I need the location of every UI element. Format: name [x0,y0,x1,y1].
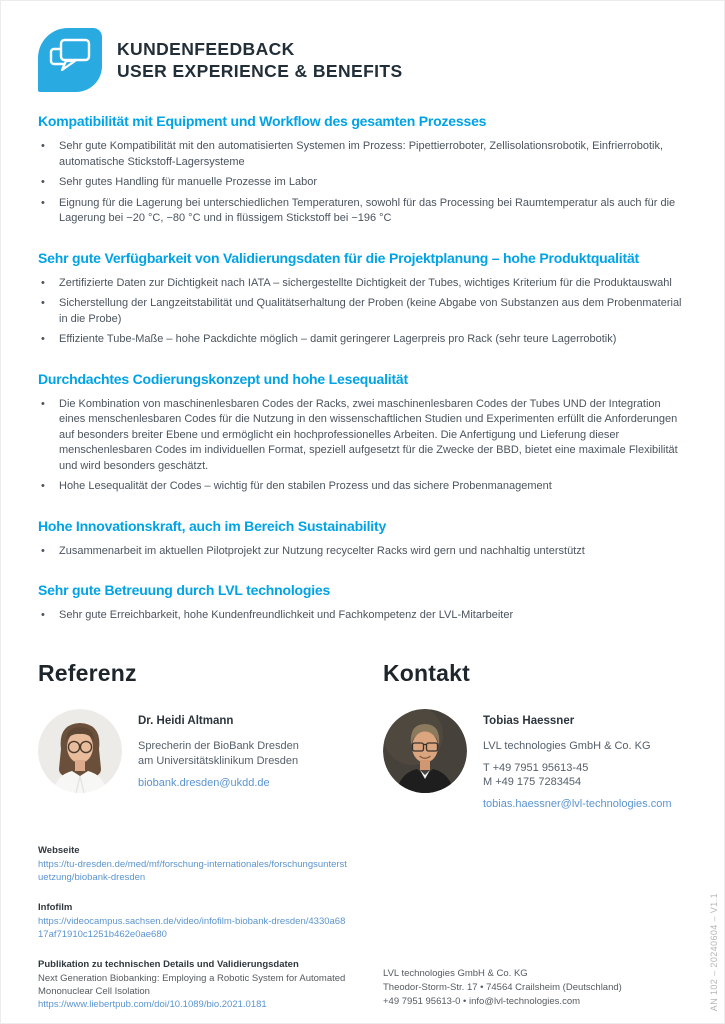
bullet-item: • Effiziente Tube-Maße – hohe Packdichte möglich – damit geringerer Lagerpreis pro Rack (sehr teure Lagerrobotik) [38,332,687,348]
webseite-link[interactable]: https://tu-dresden.de/med/mf/forschung-internationales/forschungsunterstuetzung/biobank-dresden [38,858,347,883]
topic-kompatibilitaet [38,112,687,227]
bullet-item: • Zusammenarbeit im aktuellen Pilotprojekt zur Nutzung recycelter Racks wird gern und nachhaltig unterstützt [38,544,687,560]
referenz-email-link[interactable]: biobank.dresden@ukdd.de [138,776,270,789]
kontakt-email-link[interactable]: tobias.haessner@lvl-technologies.com [483,797,672,810]
company-address: Theodor-Storm-Str. 17 • 74564 Crailsheim (Deutschland) [383,981,622,993]
topic-betreuung [38,581,687,624]
infofilm-label: Infofilm [38,901,73,913]
publikation-label: Publikation zu technischen Details und Validierungsdaten [38,958,299,970]
bullet-item: • Sicherstellung der Langzeitstabilität und Qualitätserhaltung der Proben (keine Abgabe von Substanzen aus dem Probenmaterial in die Probe) [38,296,687,327]
section-heading: Kompatibilität mit Equipment und Workflow des gesamten Prozesses [38,113,487,129]
people-row [38,660,687,812]
kontakt-heading: Kontakt [383,659,471,686]
bullet-item: • Zertifizierte Daten zur Dichtigkeit nach IATA – sichergestellte Dichtigkeit der Tubes, wichtiges Kriterium für die Produktauswahl [38,276,687,292]
document-version-note: AN 102 – 20240604 – V1.1 [709,892,719,1011]
bullet-list [38,608,687,624]
bullet-item: • Eignung für die Lagerung bei unterschiedlichen Temperaturen, sowohl für das Processing bei Raumtemperatur als auch für die Lagerung bei −20 °C, −80 °C und in flüssigem Stickstoff bei −196 °C [38,196,687,227]
chat-bubbles-icon [38,28,102,92]
bullet-list [38,544,687,560]
bullet-item: • Hohe Lesequalität der Codes – wichtig für den stabilen Prozess und das sichere Probenmanagement [38,479,687,495]
topic-codierungskonzept [38,370,687,495]
referenz-card [38,709,383,793]
bullet-list [38,276,687,348]
bullet-item: • Die Kombination von maschinenlesbaren Codes der Racks, zwei maschinenlesbaren Codes der Tubes UND der Integration eines menschenlesbaren Codes für die Nutzung in den wissenschaftlichen Studien und Experimenten erfüllt die Anforderungen auf besonders breiter Ebene und ermöglicht ein hochprofessionelles Arbeiten. Die Anfertigung und Lieferung dieser menschenlesbaren Codes im individuellen Format, speziell aufgesetzt für die Zwecke der BBD, bietet eine maximale Flexibilität und wird besonders geschätzt. [38,397,687,475]
publikation-block [38,958,383,1011]
section-heading: Sehr gute Betreuung durch LVL technologies [38,582,331,598]
bullet-list [38,139,687,227]
topic-innovationskraft [38,517,687,560]
bullet-item: • Sehr gute Kompatibilität mit den automatisierten Systemen im Prozess: Pipettierroboter, Zellisolationsrobotik, Einfrierrobotik, automatische Stickstoff-Lagersysteme [38,139,687,170]
section-heading: Durchdachtes Codierungskonzept und hohe Lesequalität [38,370,408,387]
referenz-role-line2: am Universitätsklinikum Dresden [138,754,299,767]
page-title-line2: USER EXPERIENCE & BENEFITS [117,61,403,81]
kontakt-info [483,709,671,812]
page-title [117,38,403,82]
kontakt-phones [483,761,671,790]
referenz-info [138,709,299,793]
company-address-block [383,844,687,1024]
publikation-title: Next Generation Biobanking: Employing a Robotic System for Automated Mononuclear Cell Isolation [38,972,346,997]
referenz-section [38,660,383,812]
kontakt-company: LVL technologies GmbH & Co. KG [483,739,651,752]
footer-links-column [38,844,383,1024]
section-heading: Sehr gute Verfügbarkeit von Validierungsdaten für die Projektplanung – hohe Produktqualität [38,249,640,266]
company-name: LVL technologies GmbH & Co. KG [383,967,528,979]
publikation-link[interactable]: https://www.liebertpub.com/doi/10.1089/bio.2021.0181 [38,998,267,1010]
kontakt-phone-t: T +49 7951 95613-45 [483,761,589,774]
topic-validierungsdaten [38,249,687,348]
referenz-role [138,739,299,769]
kontakt-card [383,709,687,812]
company-contact: +49 7951 95613-0 • info@lvl-technologies.com [383,995,581,1007]
avatar-heidi-altmann [38,709,122,793]
referenz-heading: Referenz [38,659,137,686]
webseite-block [38,844,383,884]
kontakt-name: Tobias Haessner [483,714,575,727]
webseite-label: Webseite [38,844,80,856]
section-heading: Hohe Innovationskraft, auch im Bereich Sustainability [38,517,387,534]
feedback-topics [38,112,687,624]
bullet-list [38,397,687,495]
page-title-line1: KUNDENFEEDBACK [117,39,295,59]
bullet-item: • Sehr gutes Handling für manuelle Prozesse im Labor [38,175,687,191]
header [38,28,687,92]
referenz-name: Dr. Heidi Altmann [138,714,234,727]
referenz-role-line1: Sprecherin der BioBank Dresden [138,739,299,752]
bullet-item: • Sehr gute Erreichbarkeit, hohe Kundenfreundlichkeit und Fachkompetenz der LVL-Mitarbeiter [38,608,687,624]
avatar-tobias-haessner [383,709,467,793]
kontakt-phone-m: M +49 175 7283454 [483,776,582,788]
kontakt-section [383,660,687,812]
infofilm-link[interactable]: https://videocampus.sachsen.de/video/infofilm-biobank-dresden/4330a6817af71910c1251b462e0ae680 [38,915,346,940]
infofilm-block [38,901,383,941]
footer [38,844,687,1024]
